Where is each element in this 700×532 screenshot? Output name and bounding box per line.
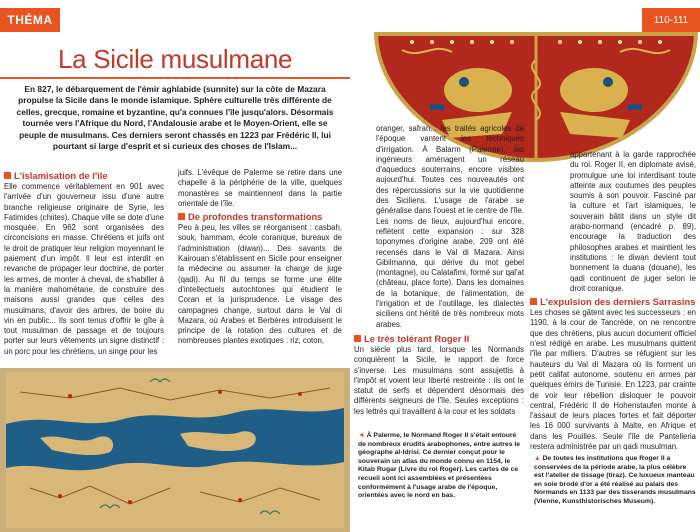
- intro-paragraph: En 827, le débarquement de l'émir aghlabide (sunnite) sur la côte de Mazara propulse la Sicile dans le monde islamique. Sphère culturelle très différente de celles, grecque, romaine et byzantine, qu'a connues l'île jusqu'alors. Désormais tournée vers l'Afrique du Nord, l'Andalousie arabe et le Moyen-Orient, elle se peuple de musulmans. Ces derniers seront chassés en 1223 par Frédéric II, lui pourtant si large d'esprit et si curieux des choses de l'Islam...: [16, 84, 334, 152]
- caption-arrow-up-icon: ▲: [534, 455, 541, 462]
- cape-caption: ▲ De toutes les institutions que Roger II a conservées de la période arabe, la plus célèbre est l'atelier de tissage (tiraz). Ce luxueux manteau en soie brodé d'or a été réalisé au palais des Normands en 1133 par des tisserands musulmans (Vienne, Kunsthistorisches Museum).: [534, 455, 696, 505]
- idrisi-map-image: [0, 368, 350, 532]
- section-body-islamisation: Elle commence véritablement en 901 avec l'arrivée d'un gouverneur issu d'une autre branche religieuse originaire de Syrie, les Fatimides (chiites). Chaque ville se dote d'une mosquée. En 962 sont organisées des circoncisions en masse. Chrétiens et juifs ont le droit de pratiquer leur religion moyennant le paiement d'un impôt. Il leur est interdit en revanche de propager leur doctrine, de porter les armes, de monter à cheval, de s'habiller à la manière mahométane, de construire des maisons aussi grandes que celles des musulmans, d'avoir des arbres, de boire du vin en public... Ils sont tenus d'offrir le gîte à tout musulman de passage et de toujours porter sur leurs vêtements un signe distinctif : un porc pour les chrétiens, un singe pour les: [4, 182, 164, 356]
- section-heading-roger: Le très tolérant Roger II: [354, 333, 524, 344]
- map-caption: ◄ À Palerme, le Normand Roger II s'était entouré de nombreux érudits arabophones, entre autres le géographe al-Idrisi. Ce dernier conçut pour le souverain un atlas du monde connu en 1154, le Kitab Rugar (Livre du roi Roger). Les cartes de ce recueil sont ici assemblées et présentées conformément à l'usage arabe de l'époque, orientées avec le nord en bas.: [358, 432, 521, 500]
- column-roger-cont: [530, 150, 696, 452]
- bullet-square-icon: [4, 172, 11, 179]
- bullet-square-icon: [530, 298, 537, 305]
- section-heading-expulsion: L'expulsion des derniers Sarrasins: [530, 296, 696, 307]
- section-body-transformations-cont: oranger, safran... les traités agricoles de l'époque vantent les techniques d'irrigation. À Balarm (Palerme), les ingénieurs aménagent un réseau d'aqueducs souterrains, encore visibles aujourd'hui. Toutes ces nouveautés ont des répercussions sur la vie quotidienne des Siciliens. L'usage de l'arabe se généralise dans l'ouest et le centre de l'île. Les noms de lieux, aujourd'hui encore, reflètent cette expansion : sur 328 toponymes d'origine arabe, 209 ont été recensés dans le Val di Mazara. Ainsi Gibilmanna, qui dérive du mot gebel (montagne), ou Calatafimi, formé sur qal'at (château, place forte). Dans les domaines de la botanique, de l'alimentation, de l'irrigation et de l'outillage, les dialectes siciliens ont hérité de très nombreux mots arabes.: [376, 124, 524, 329]
- section-body-roger: Un siècle plus tard, lorsque les Normands conquièrent la Sicile, le rapport de force s'inverse. Les musulmans sont assujettis à l'impôt et voient leur liberté restreinte : ils ont le statut de serfs et dépendent désormais des différents seigneurs de l'île. Seules exceptions : les lettrés qui travaillent à la cour et les soldats: [354, 344, 524, 416]
- section-body-transformations: Peu à peu, les villes se réorganisent : casbah, souk, hammam, école coranique, bureaux de l'administration (diwan)... Des savants de Kairouan s'établissent en Sicile pour enseigner la médecine ou assumer la charge de juge (qadi). Au fil du temps se forme une élite d'intellectuels autochtones qui étudient le Coran et la jurisprudence. Le visage des campagnes change, surtout dans le Val di Mazara, où Arabes et Berbères introduisent le principe de la rotation des cultures et de nombreuses plantes exotiques : riz, coton,: [178, 223, 342, 346]
- column-islamisation: [4, 170, 164, 357]
- section-heading-islamisation: L'islamisation de l'île: [4, 170, 164, 181]
- section-body-islamisation-cont: juifs. L'évêque de Palerme se retire dans une chapelle à la périphérie de la ville, quelques monastères se maintiennent dans la partie orientale de l'île.: [178, 168, 342, 208]
- page-numbers: 110-111: [642, 8, 700, 32]
- bullet-square-icon: [354, 335, 361, 342]
- column-transformations: [178, 168, 342, 347]
- page-title: La Sicile musulmane: [58, 44, 293, 74]
- section-tag: THÉMA: [0, 8, 60, 32]
- caption-arrow-left-icon: ◄: [358, 432, 365, 439]
- section-body-expulsion: Les choses se gâtent avec les successeurs : en 1190, à la cour de Tancrède, on ne rencontre que des chrétiens, plus aucun document officiel n'est rédigé en arabe. Les musulmans quittent l'île par milliers. D'autres se réfugient sur les hauteurs du Val di Mazara où ils forment un petit califat autonome, soutenu en armes par quelques émirs de Tunisie. En 1223, par crainte de voir leur rébellion disloquer le pouvoir central, Frédéric II de Hohenstaufen monte à l'assaut de leurs places fortes et fait déporter les 16 000 survivants à Malte, en Afrique et dans les Pouilles. Seule l'île de Pantelleria restera administrée par un qadi musulman.: [530, 308, 696, 452]
- title-divider: [0, 77, 350, 79]
- section-body-roger-cont: appartenant à la garde rapprochée du roi. Roger II, en diplomate avisé, promulgue une loi interdisant toute atteinte aux coutumes des peuples soumis à son pouvoir. Fasciné par la culture et l'art islamiques, le souverain bâtit dans un style dit arabo-normand (encadré p. 89), encourage la traduction des philosophes arabes et maintient les institutions : le diwan devient tout bonnement la duana (douane), les qadi continuent de juger selon le droit coranique.: [570, 150, 696, 293]
- section-heading-transformations: De profondes transformations: [178, 211, 342, 222]
- column-transformations-cont: [354, 124, 524, 417]
- bullet-square-icon: [178, 213, 185, 220]
- map-illustration: [0, 368, 350, 532]
